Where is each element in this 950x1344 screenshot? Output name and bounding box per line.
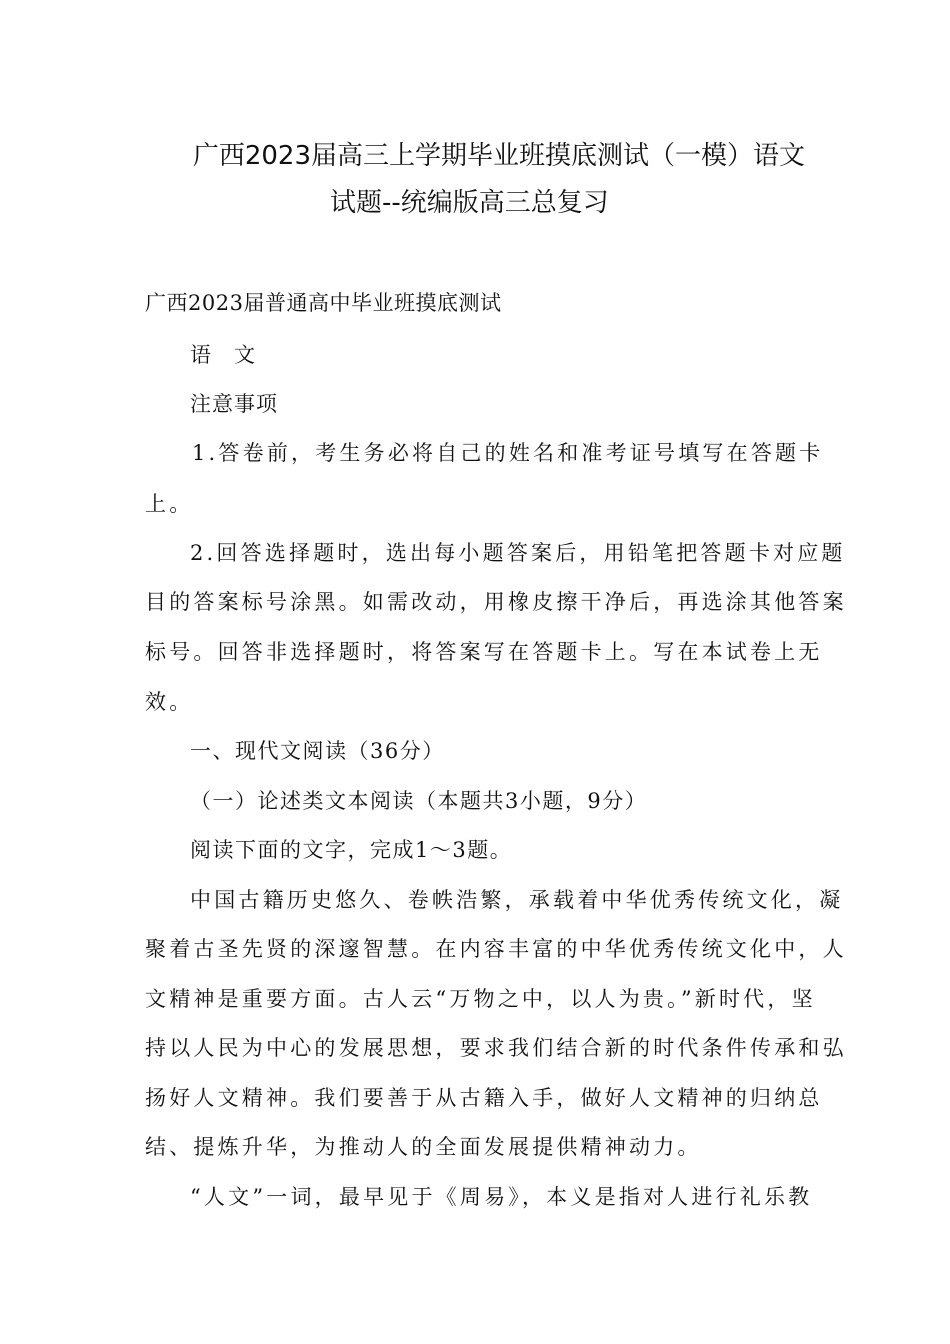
notice-heading: 注意事项	[190, 392, 278, 416]
passage-p2-line-1: “人文”一词，最早见于《周易》，本义是指对人进行礼乐教	[190, 1185, 813, 1209]
document-title-line-2: 试题--统编版高三总复习	[330, 188, 609, 218]
section-heading: 一、现代文阅读（36分）	[190, 739, 445, 763]
notice-2-line-3: 标号。回答非选择题时，将答案写在答题卡上。写在本试卷上无	[145, 640, 823, 664]
subsection-heading: （一）论述类文本阅读（本题共3小题，9分）	[190, 789, 648, 813]
exam-name: 广西2023届普通高中毕业班摸底测试	[145, 291, 502, 315]
passage-p1-line-3: 文精神是重要方面。古人云“万物之中，以人为贵。”新时代，坚	[145, 987, 816, 1011]
passage-p1-line-2: 聚着古圣先贤的深邃智慧。在内容丰富的中华优秀传统文化中，人	[145, 937, 847, 961]
subject-heading: 语 文	[190, 343, 256, 367]
passage-p1-line-5: 扬好人文精神。我们要善于从古籍入手，做好人文精神的归纳总	[145, 1086, 823, 1110]
notice-2-line-2: 目的答案标号涂黑。如需改动，用橡皮擦干净后，再选涂其他答案	[145, 590, 847, 614]
passage-p1-line-4: 持以人民为中心的发展思想，要求我们结合新的时代条件传承和弘	[145, 1036, 847, 1060]
notice-2-line-4: 效。	[145, 690, 194, 714]
document-title-line-1: 广西2023届高三上学期毕业班摸底测试（一模）语文	[192, 141, 805, 171]
notice-2-line-1: 2.回答选择题时，选出每小题答案后，用铅笔把答题卡对应题	[190, 541, 846, 565]
reading-instruction: 阅读下面的文字，完成1～3题。	[190, 838, 513, 862]
notice-1-line-1: 1.答卷前，考生务必将自己的姓名和准考证号填写在答题卡	[192, 441, 824, 465]
passage-p1-line-1: 中国古籍历史悠久、卷帙浩繁，承载着中华优秀传统文化，凝	[190, 888, 844, 912]
passage-p1-line-6: 结、提炼升华，为推动人的全面发展提供精神动力。	[145, 1135, 702, 1159]
notice-1-line-2: 上。	[145, 492, 194, 516]
